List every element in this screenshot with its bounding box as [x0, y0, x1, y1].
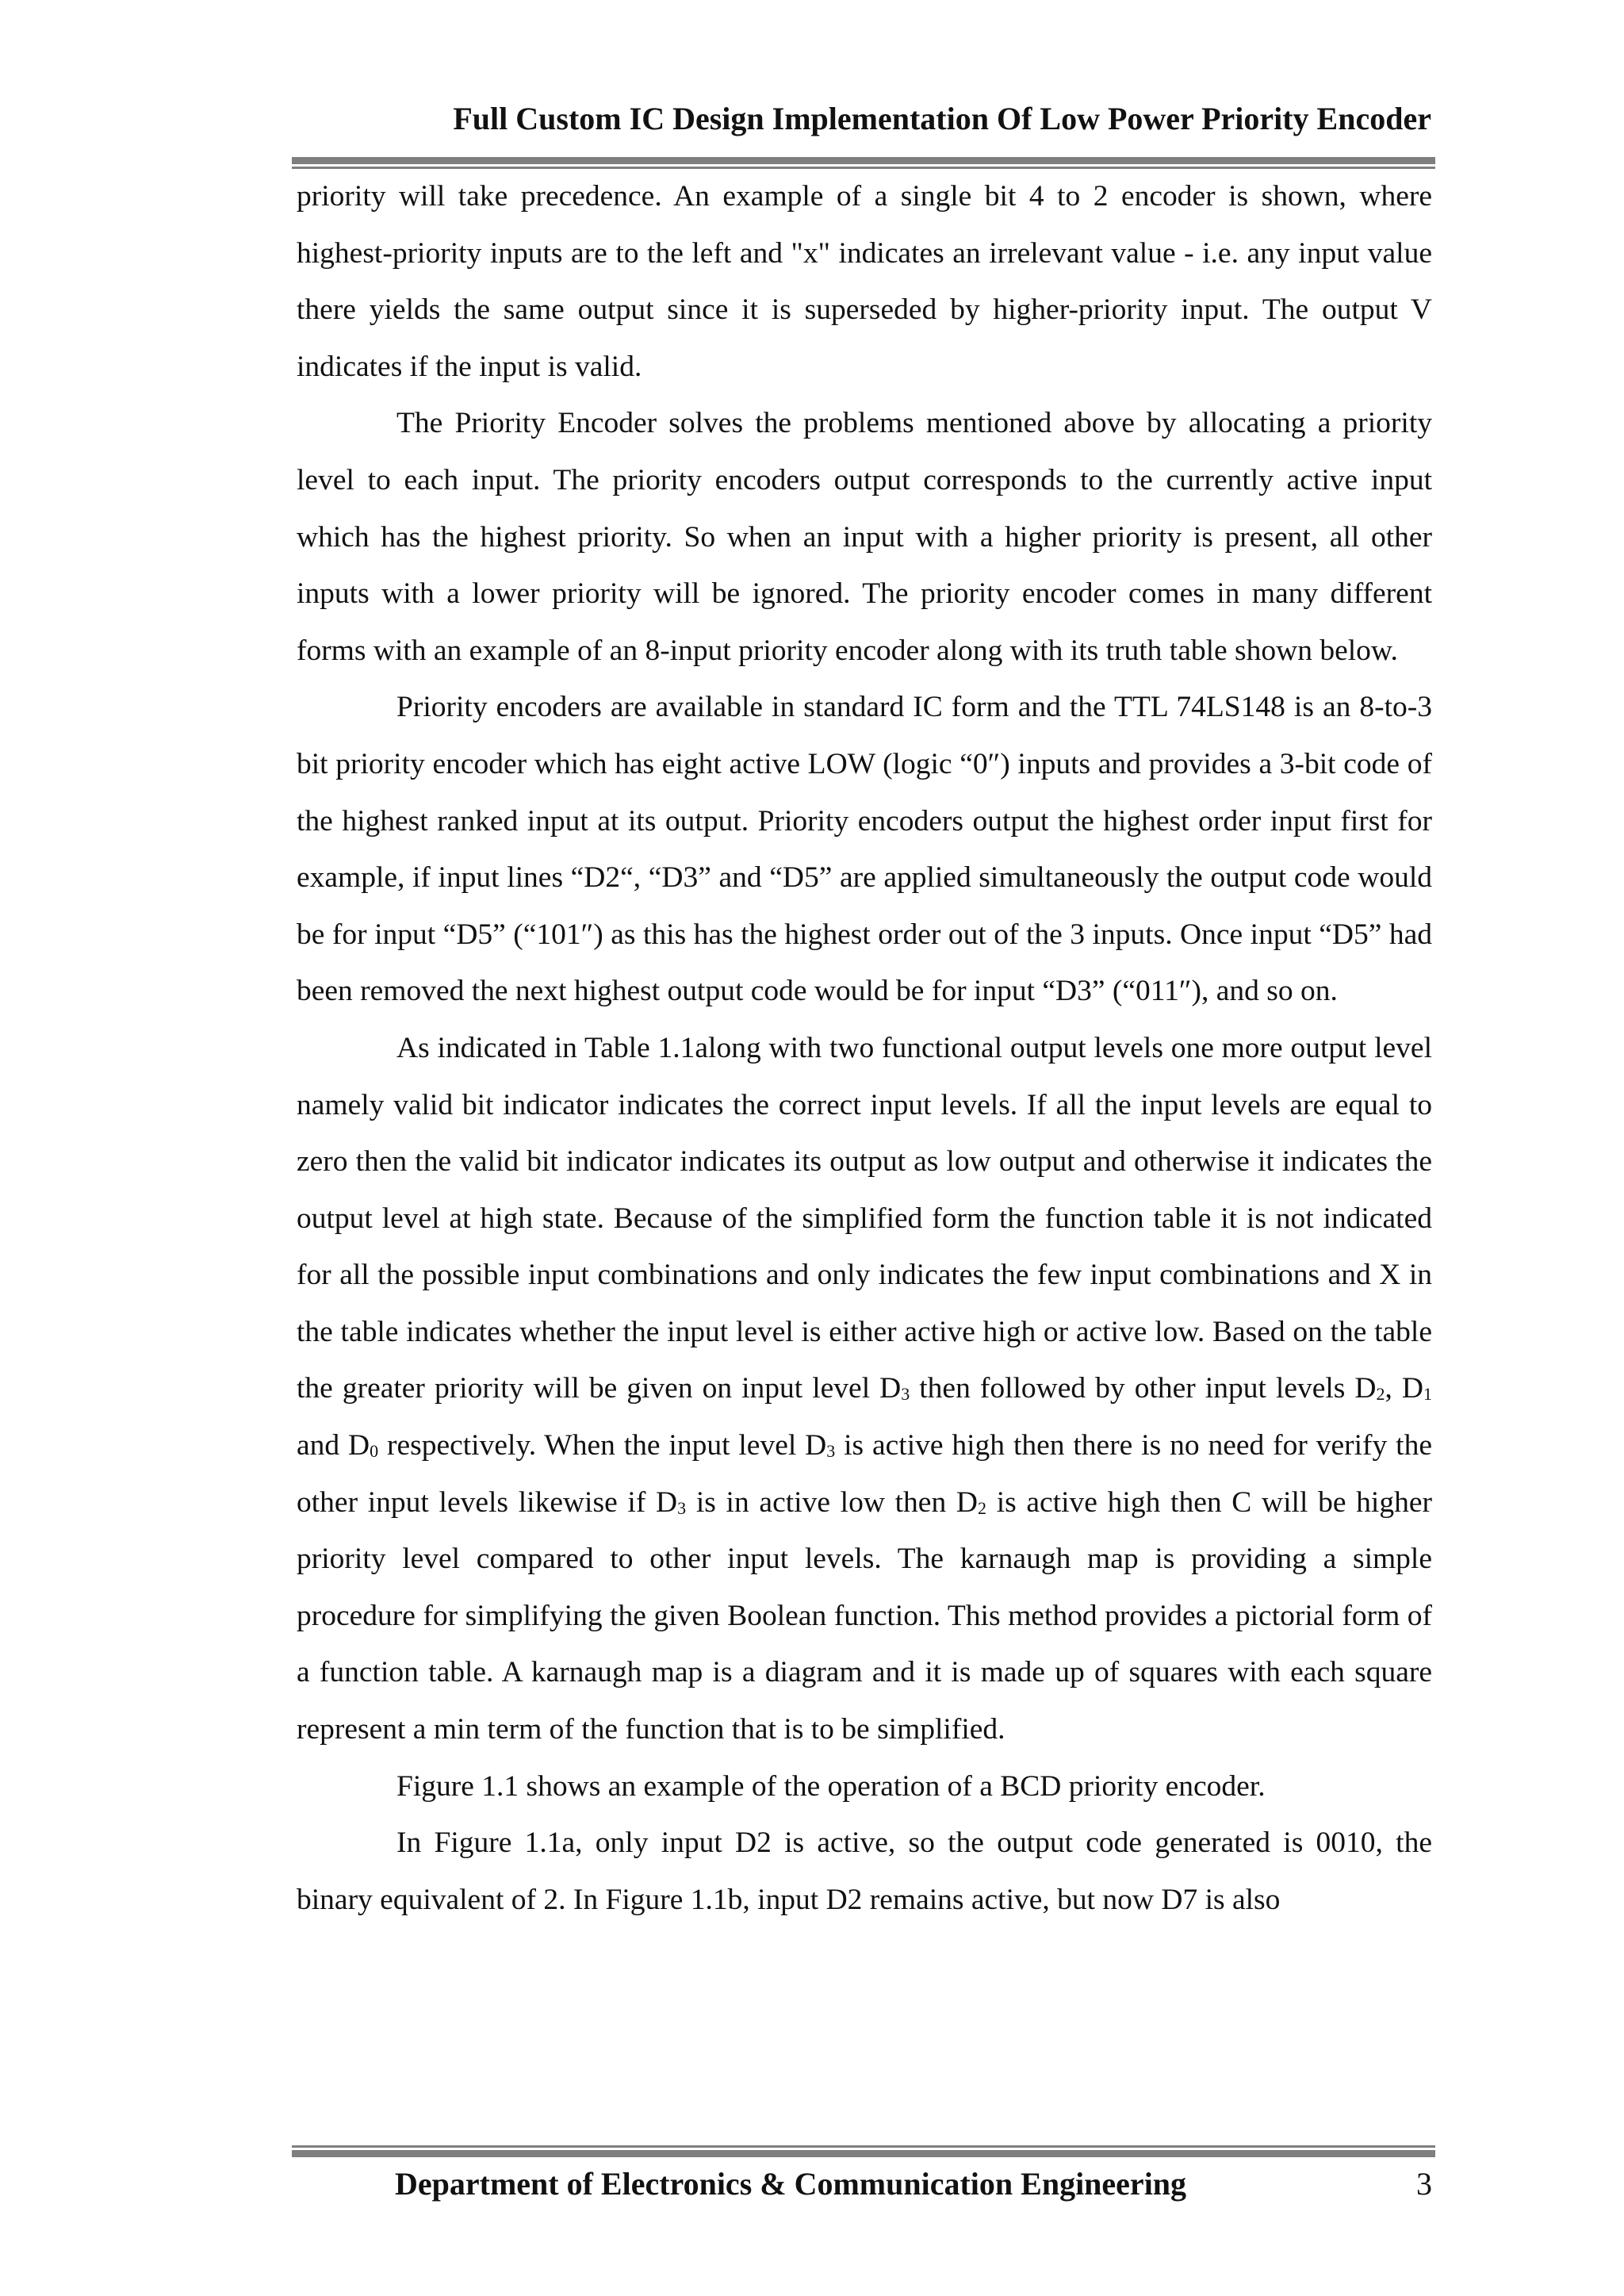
paragraph-figure-reference: Figure 1.1 shows an example of the operation of a BCD priority encoder. [396, 1769, 1266, 1803]
footer-department: Department of Electronics & Communication Engineering [395, 2166, 1187, 2202]
paragraph-priority-encoder: The Priority Encoder solves the problems mentioned above by allocating a priority level to each input. The priority encoders output corresponds to the currently active input which has the highest priority. So when an input with a higher priority is present, all other inputs with a lower priority will be ignored. The priority encoder comes in many different forms with an example of an 8-input priority encoder along with its truth table shown below. [297, 407, 1432, 667]
body-text [297, 168, 1432, 1928]
page-number: 3 [1416, 2166, 1432, 2202]
footer-divider [292, 2145, 1435, 2157]
running-header-title: Full Custom IC Design Implementation Of Low Power Priority Encoder [453, 101, 1431, 136]
paragraph-continuation: priority will take precedence. An example of a single bit 4 to 2 encoder is shown, where highest-priority inputs are to the left and "x" indicates an irrelevant value - i.e. any input value there yields the same output since it is superseded by higher-priority input. The output V indicates if the input is valid. [297, 180, 1432, 383]
paragraph-74ls148: Priority encoders are available in standard IC form and the TTL 74LS148 is an 8-to-3 bit priority encoder which has eight active LOW (logic “0″) inputs and provides a 3-bit code of the highest ranked input at its output. Priority encoders output the highest order input first for example, if input lines “D2“, “D3” and “D5” are applied simultaneously the output code would be for input “D5” (“101″) as this has the highest order out of the 3 inputs. Once input “D5” had been removed the next highest output code would be for input “D3” (“011″), and so on. [297, 691, 1432, 1008]
paragraph-table-explanation: As indicated in Table 1.1along with two functional output levels one more output level namely valid bit indicator indicates the correct input levels. If all the input levels are equal to zero then the valid bit indicator indicates its output as low output and otherwise it indicates the output level at high state. Because of the simplified form the function table it is not indicated for all the possible input combinations and only indicates the few input combinations and X in the table indicates whether the input level is either active high or active low. Based on the table the greater priority will be given on input level $D_3$ then followed by other input levels $D_2$, $D_1$ and $D_0$ respectively. When the input level $D_3$ is active high then there is no need for verify the other input levels likewise if $D_3$ is in active low then $D_2$ is active high then C will be higher priority level compared to other input levels. The karnaugh map is providing a simple procedure for simplifying the given Boolean function. This method provides a pictorial form of a function table. A karnaugh map is a diagram and it is made up of squares with each square represent a min term of the function that is to be simplified. [297, 1031, 1432, 1746]
header-divider [292, 157, 1435, 169]
paragraph-figure-1-1a: In Figure 1.1a, only input D2 is active, so the output code generated is 0010, the binary equivalent of 2. In Figure 1.1b, input D2 remains active, but now D7 is also [297, 1826, 1432, 1916]
